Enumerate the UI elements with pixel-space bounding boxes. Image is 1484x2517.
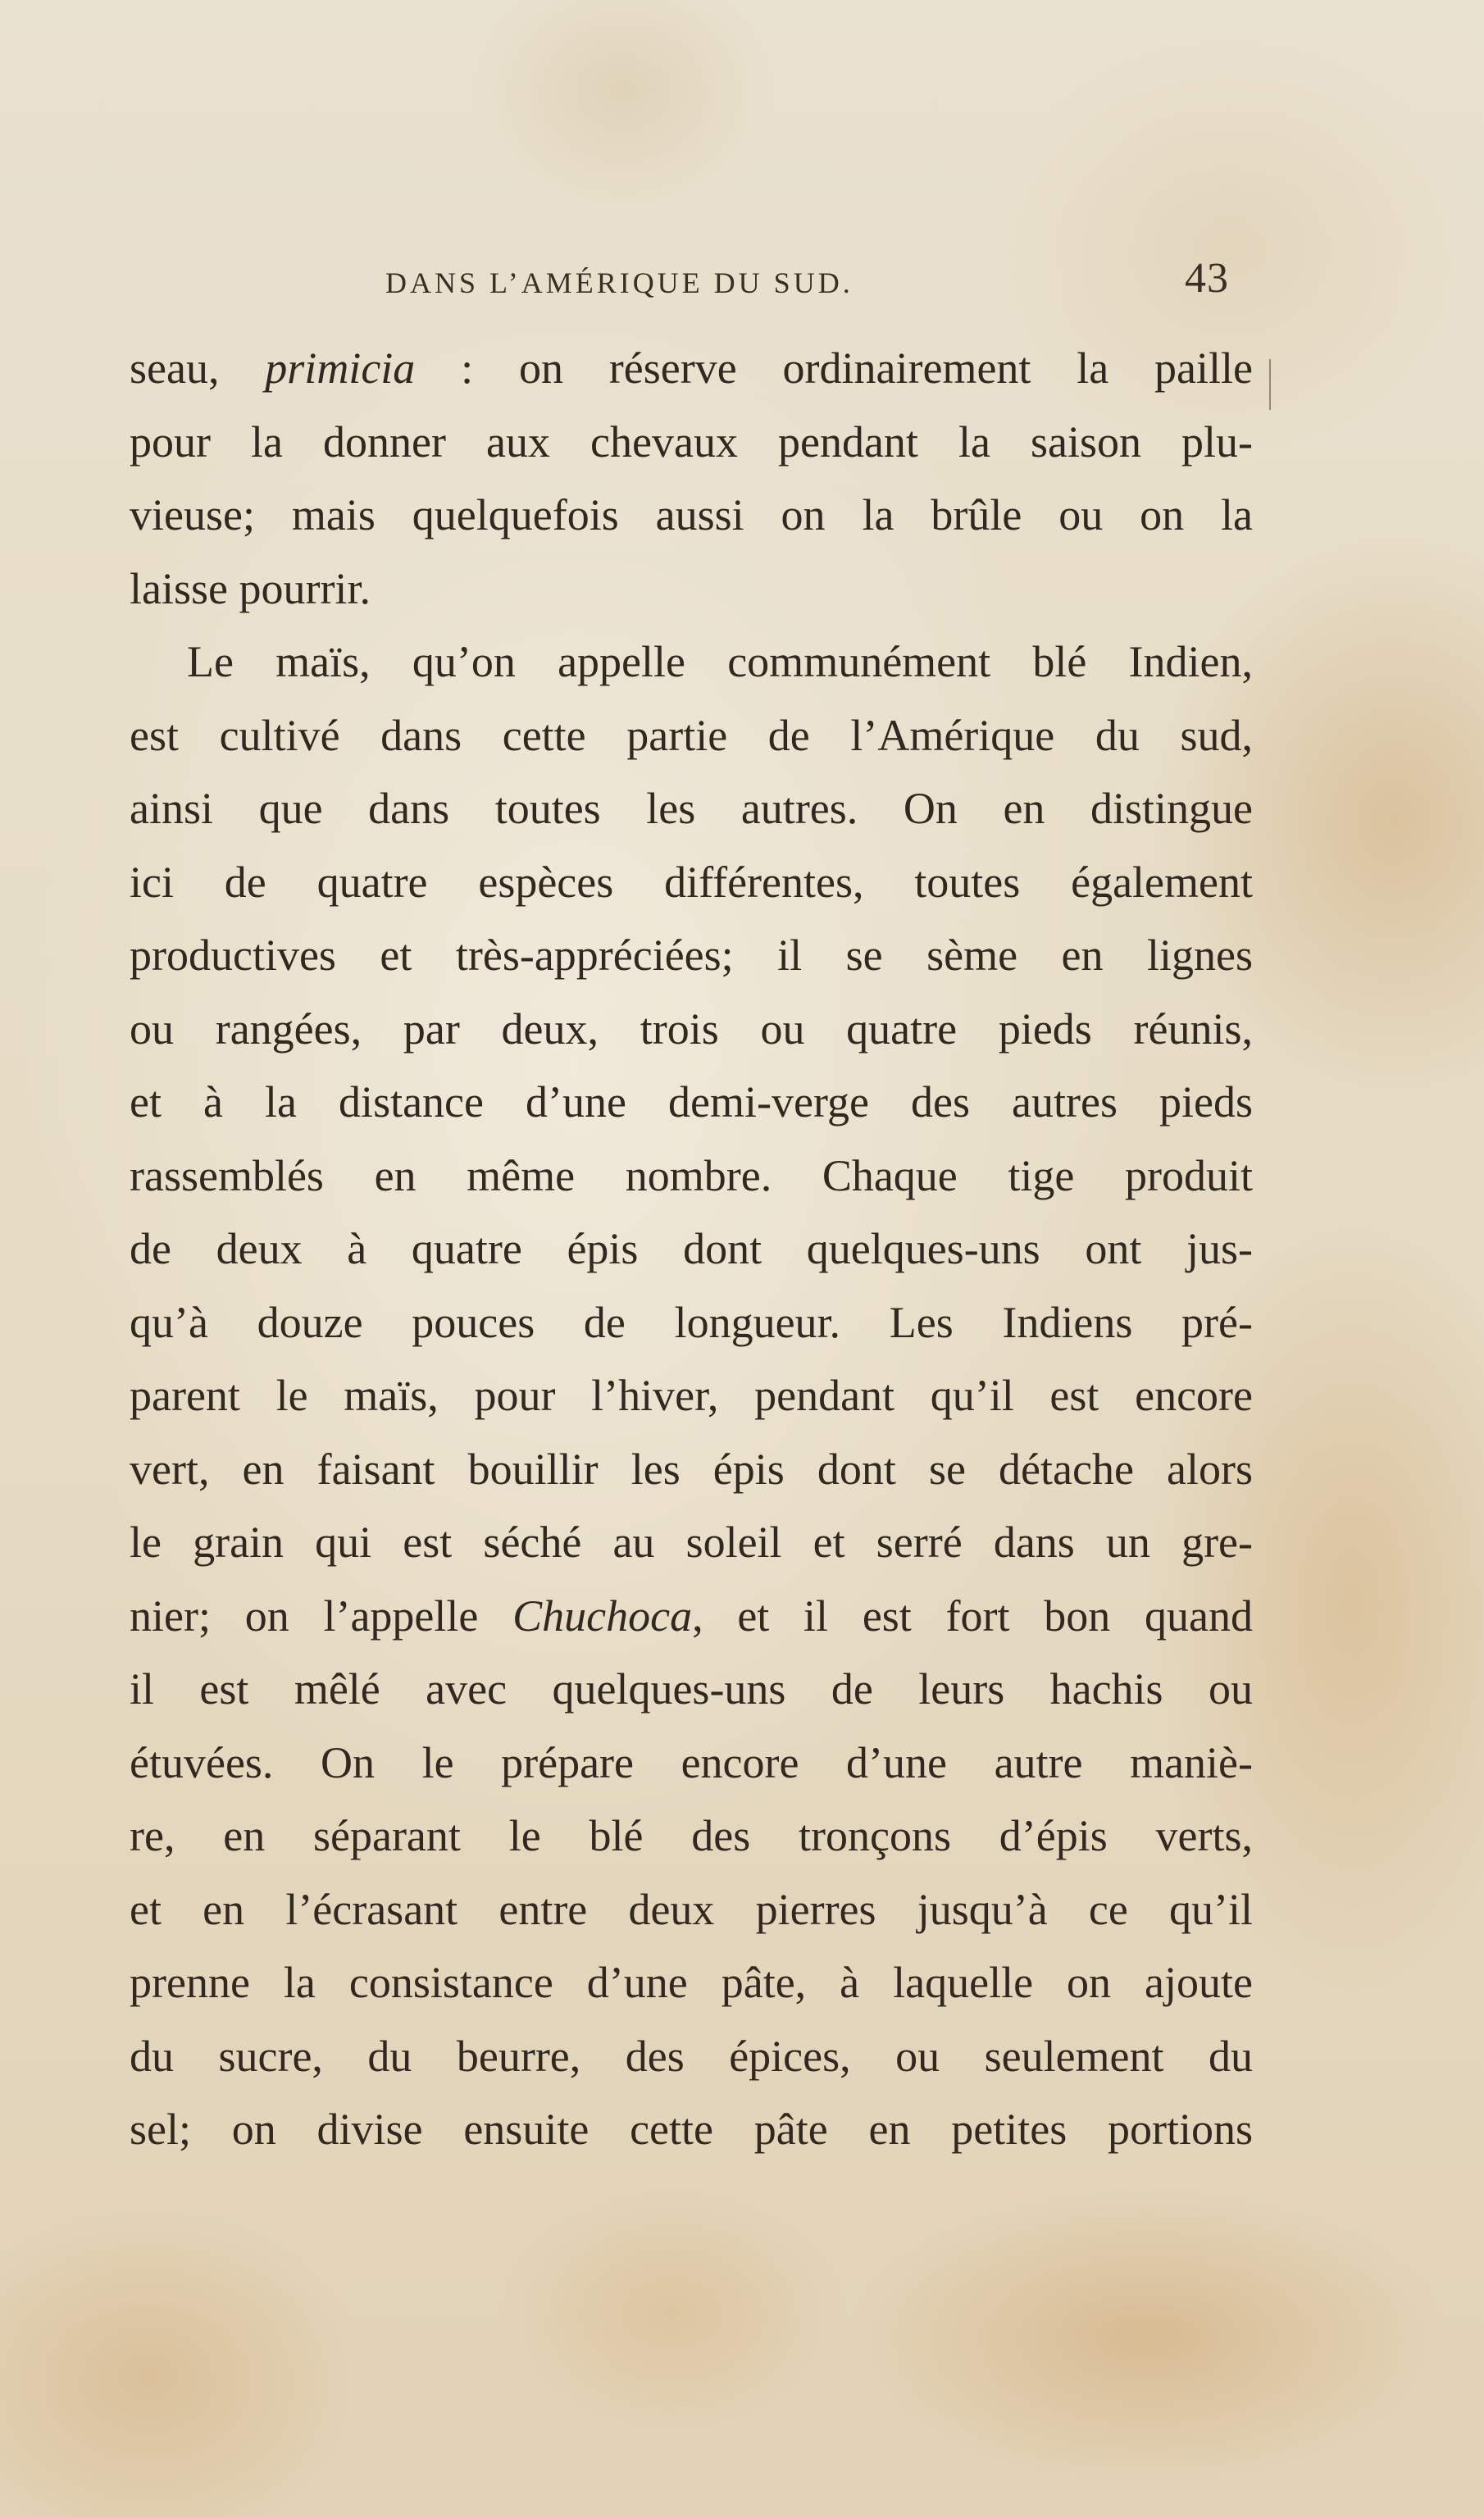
text-line: ou rangées, par deux, trois ou quatre pieds réunis, (130, 1004, 1253, 1054)
text-line: re, en séparant le blé des tronçons d’épis verts, (130, 1811, 1253, 1860)
text-line: ici de quatre espèces différentes, toutes également (130, 857, 1253, 907)
running-head (0, 254, 1484, 312)
italic-term: primicia (265, 344, 416, 393)
text-line: du sucre, du beurre, des épices, ou seulement du (130, 2031, 1253, 2081)
italic-term: Chuchoca (512, 1591, 693, 1641)
text-line: est cultivé dans cette partie de l’Amérique du sud, (130, 710, 1253, 760)
text-line: vert, en faisant bouillir les épis dont se détache alors (130, 1444, 1253, 1494)
text-line: parent le maïs, pour l’hiver, pendant qu’il est encore (130, 1371, 1253, 1420)
text-line: productives et très-appréciées; il se sème en lignes (130, 931, 1253, 980)
text-line: le grain qui est séché au soleil et serré dans un gre- (130, 1518, 1253, 1567)
text-line: seau, primicia : on réserve ordinairement la paille (130, 344, 1253, 393)
text-line: ainsi que dans toutes les autres. On en distingue (130, 784, 1253, 833)
running-title: DANS L’AMÉRIQUE DU SUD. (385, 266, 854, 299)
text-line: nier; on l’appelle Chuchoca, et il est fort bon quand (130, 1591, 1253, 1641)
text-line: laisse pourrir. (130, 563, 371, 613)
text-line: Le maïs, qu’on appelle communément blé Indien, (187, 637, 1253, 686)
text-line: et en l’écrasant entre deux pierres jusqu’à ce qu’il (130, 1884, 1253, 1934)
text-line: sel; on divise ensuite cette pâte en petites portions (130, 2105, 1253, 2154)
text-line: pour la donner aux chevaux pendant la saison plu- (130, 416, 1253, 467)
body-text (130, 332, 1253, 2167)
text-line: vieuse; mais quelquefois aussi on la brûle ou on la (130, 490, 1253, 539)
text-line: qu’à douze pouces de longueur. Les Indiens pré- (130, 1297, 1253, 1347)
margin-mark (1269, 359, 1271, 410)
text-line: prenne la consistance d’une pâte, à laquelle on ajoute (130, 1958, 1253, 2007)
text-line: rassemblés en même nombre. Chaque tige produit (130, 1150, 1253, 1200)
text-line: de deux à quatre épis dont quelques-uns ont jus- (130, 1224, 1253, 1273)
text-line: et à la distance d’une demi-verge des autres pieds (130, 1077, 1253, 1127)
text-line: il est mêlé avec quelques-uns de leurs hachis ou (130, 1664, 1253, 1714)
text-line: étuvées. On le prépare encore d’une autre maniè- (130, 1737, 1253, 1787)
page-number: 43 (1185, 255, 1229, 302)
